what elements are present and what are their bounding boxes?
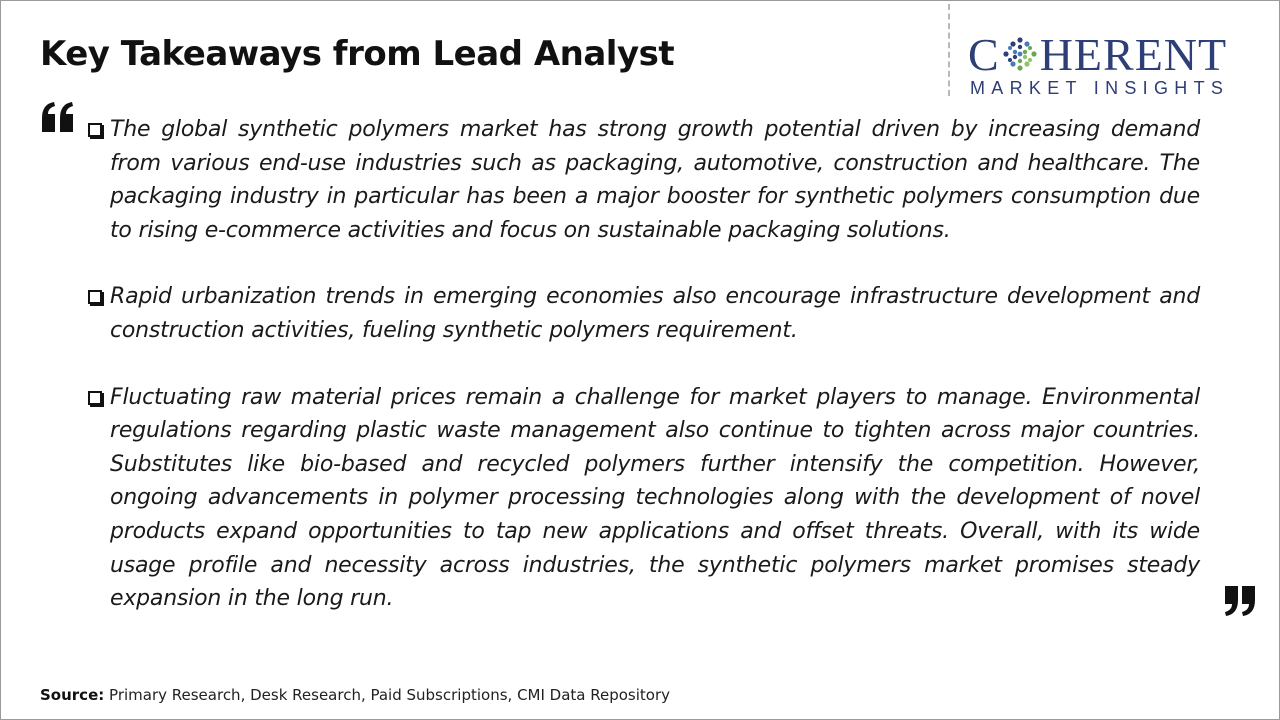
logo-dots-icon (1002, 34, 1038, 70)
logo-letter-c: C (968, 29, 1000, 80)
source-label: Source: (40, 686, 105, 704)
logo-wordmark (968, 29, 1228, 80)
checkbox-bullet-icon (88, 391, 102, 405)
quote-open-icon (40, 98, 76, 138)
logo-subtitle: MARKET INSIGHTS (970, 78, 1230, 98)
logo-letters-rest: HERENT (1039, 29, 1228, 80)
source-note (40, 686, 670, 704)
list-item (86, 280, 1200, 347)
header-divider (948, 4, 950, 96)
list-item (86, 113, 1200, 247)
list-item (86, 381, 1200, 616)
checkbox-bullet-icon (88, 290, 102, 304)
company-logo (968, 29, 1263, 98)
slide-title: Key Takeaways from Lead Analyst (40, 34, 675, 74)
bullet-text: Rapid urbanization trends in emerging economies also encourage infrastructure development and construction activities, fueling synthetic polymers requirement. (110, 284, 1200, 343)
bullet-text: The global synthetic polymers market has strong growth potential driven by increasing demand from various end-use industries such as packaging, automotive, construction and healthcare. The packaging industry in particular has been a major booster for synthetic polymers consumption due to rising e-commerce activities and focus on sustainable packaging solutions. (110, 117, 1200, 243)
quote-close-icon (1222, 580, 1258, 620)
source-text: Primary Research, Desk Research, Paid Subscriptions, CMI Data Repository (109, 686, 671, 704)
bullet-text: Fluctuating raw material prices remain a challenge for market players to manage. Environmental regulations regarding plastic waste management also continue to tighten across major countries. Substitutes like bio-based and recycled polymers further intensify the competition. However, ongoing advancements in polymer processing technologies along with the development of novel products expand opportunities to tap new applications and offset threats. Overall, with its wide usage profile and necessity across industries, the synthetic polymers market promises steady expansion in the long run. (110, 384, 1200, 612)
checkbox-bullet-icon (88, 123, 102, 137)
takeaways-list (86, 113, 1200, 649)
